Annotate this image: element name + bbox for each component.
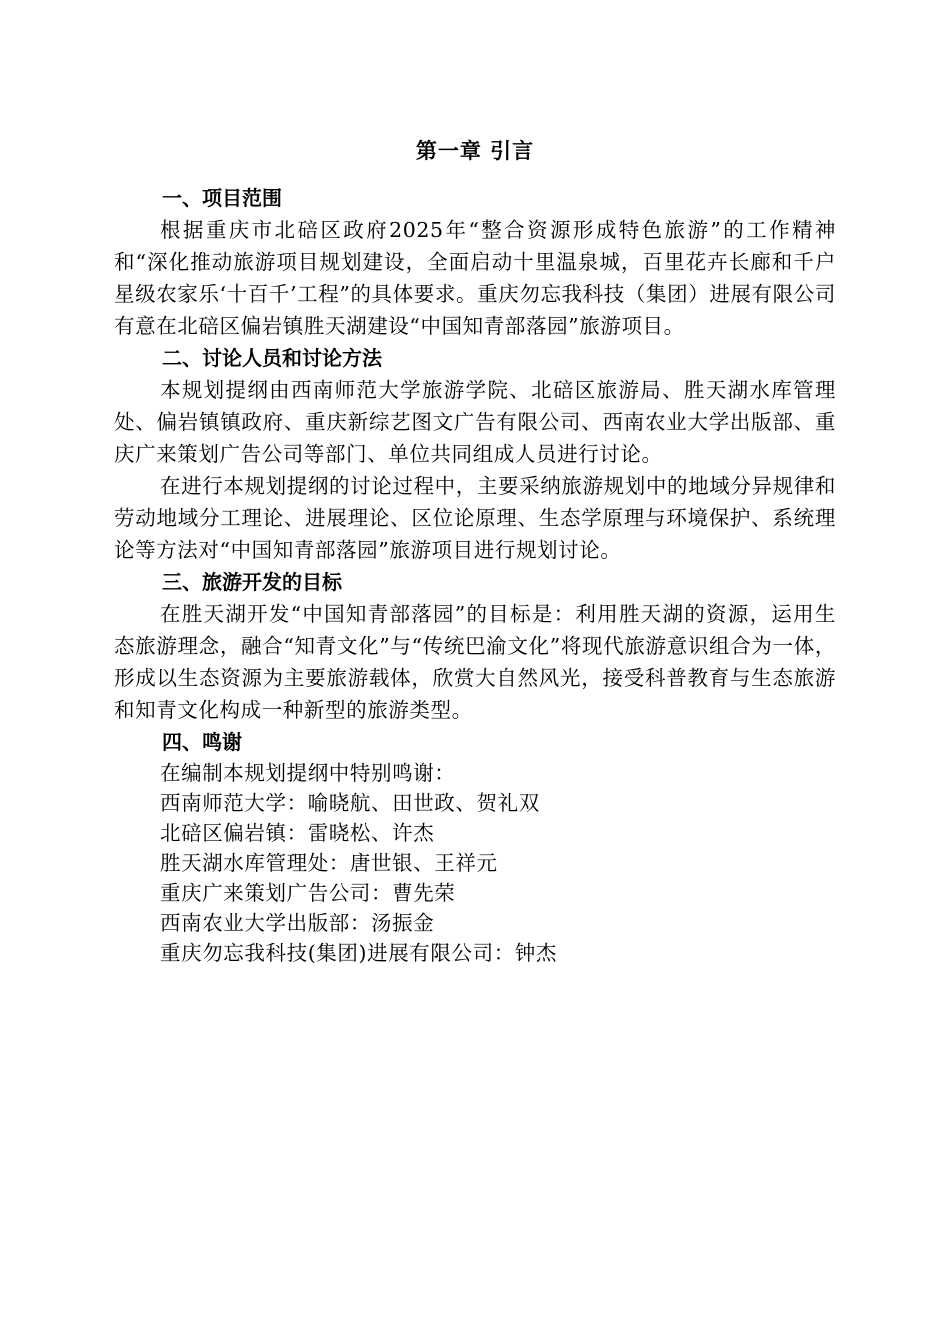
thanks-line-wuwangwo: 重庆勿忘我科技(集团)进展有限公司：钟杰 [160, 941, 557, 965]
thanks-line-guanglai: 重庆广来策划广告公司：曹先荣 [160, 881, 456, 905]
discussion-paragraph-1: 本规划提纲由西南师范大学旅游学院、北碚区旅游局、胜天湖水库管理处、偏岩镇镇政府、重庆新综艺图文广告有限公司、西南农业大学出版部、重庆广来策划广告公司等部门、单位共同组成人员进行讨论。 [114, 378, 836, 466]
section-heading-scope: 一、项目范围 [162, 186, 282, 210]
scope-paragraph: 根据重庆市北碚区政府2025年“整合资源形成特色旅游”的工作精神和“深化推动旅游项目规划建设，全面启动十里温泉城，百里花卉长廊和千户星级农家乐‘十百千’工程”的具体要求。重庆勿忘我科技（集团）进展有限公司有意在北碚区偏岩镇胜天湖建设“中国知青部落园”旅游项目。 [114, 218, 836, 338]
section-heading-discussion: 二、讨论人员和讨论方法 [162, 346, 382, 370]
section-heading-thanks: 四、鸣谢 [162, 730, 242, 754]
thanks-line-reservoir: 胜天湖水库管理处：唐世银、王祥元 [160, 851, 498, 875]
section-heading-goals: 三、旅游开发的目标 [162, 570, 342, 594]
section-goals [114, 566, 836, 726]
section-scope [114, 182, 836, 342]
section-thanks [114, 726, 836, 968]
chapter-title: 第一章 引言 [415, 139, 535, 163]
section-discussion [114, 342, 836, 566]
thanks-line-swnu: 西南师范大学：喻晓航、田世政、贺礼双 [160, 791, 540, 815]
thanks-line-intro: 在编制本规划提纲中特别鸣谢： [160, 761, 456, 785]
discussion-paragraph-2: 在进行本规划提纲的讨论过程中，主要采纳旅游规划中的地域分异规律和劳动地域分工理论、进展理论、区位论原理、生态学原理与环境保护、系统理论等方法对“中国知青部落园”旅游项目进行规划讨论。 [114, 474, 836, 562]
thanks-line-swau: 西南农业大学出版部：汤振金 [160, 911, 435, 935]
thanks-line-pianyan: 北碚区偏岩镇：雷晓松、许杰 [160, 821, 435, 845]
document-content [114, 136, 836, 968]
goals-paragraph: 在胜天湖开发“中国知青部落园”的目标是：利用胜天湖的资源，运用生态旅游理念，融合“知青文化”与“传统巴渝文化”将现代旅游意识组合为一体，形成以生态资源为主要旅游载体，欣赏大自然风光，接受科普教育与生态旅游和知青文化构成一种新型的旅游类型。 [114, 602, 836, 722]
